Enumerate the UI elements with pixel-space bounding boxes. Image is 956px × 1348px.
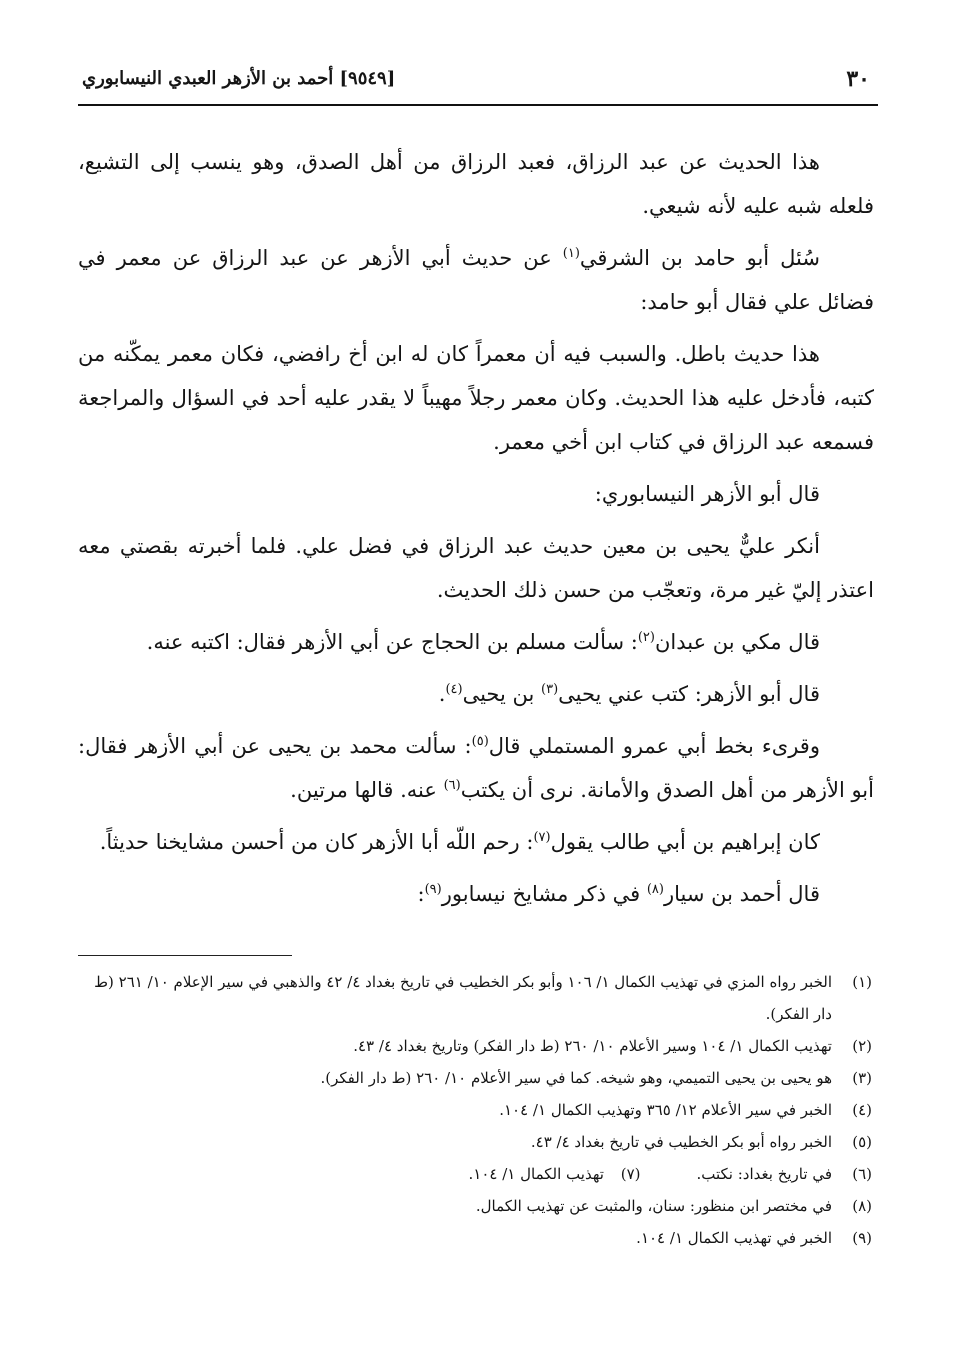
footnote-number: (٣) xyxy=(852,1069,872,1087)
footnote-text: هو يحيى بن يحيى التميمي، وهو شيخه. كما في سير الأعلام ١٠/ ٢٦٠ (ط دار الفكر). xyxy=(320,1069,832,1087)
main-text xyxy=(78,140,874,924)
footnote-ref-4[interactable]: (٤) xyxy=(445,682,463,697)
paragraph-6: قال مكي بن عبدان$^{(٢)}$: سألت مسلم بن الحجاج عن أبي الأزهر فقال: اكتبه عنه. xyxy=(146,630,820,654)
footnote-ref-9[interactable]: (٩) xyxy=(424,882,442,897)
footnote-number: (٧) xyxy=(620,1165,641,1183)
paragraph-2: سُئل أبو حامد بن الشرقي$^{(١)}$ عن حديث أبي الأزهر عن عبد الرزاق عن معمر في فضائل علي فقال أبو حامد: xyxy=(78,246,874,314)
footnote-number: (٨) xyxy=(852,1197,872,1215)
paragraph-8: وقرىء بخط أبي عمرو المستملي قال$^{(٥)}$: سألت محمد بن يحيى عن أبي الأزهر فقال: أبو الأزهر من أهل الصدق والأمانة. نرى أن يكتب$^{(٦)}$ عنه. قالها مرتين. xyxy=(78,734,874,802)
footnotes xyxy=(78,966,872,1254)
footnote-number: (٩) xyxy=(852,1229,872,1247)
paragraph-7: قال أبو الأزهر: كتب عني يحيى$^{(٣)}$ بن يحيى$^{(٤)}$. xyxy=(438,682,820,706)
footnote-text: في مختصر ابن منظور: سنان، والمثبت عن تهذيب الكمال. xyxy=(475,1197,832,1215)
footnote-ref-1[interactable]: (١) xyxy=(562,246,580,261)
footnote-number: (٦) xyxy=(852,1165,872,1183)
paragraph-5: أنكر عليٌّ يحيى بن معين حديث عبد الرزاق في فضل علي. فلما أخبرته بقصتي معه اعتذر إليّ غير مرة، وتعجّب من حسن ذلك الحديث. xyxy=(78,534,874,602)
running-title: [٩٥٤٩] أحمد بن الأزهر العبدي النيسابوري xyxy=(82,68,396,89)
footnote-number: (٤) xyxy=(852,1101,872,1119)
footnote-9 xyxy=(78,1222,872,1254)
footnote-text: الخبر رواه المزي في تهذيب الكمال ١/ ١٠٦ وأبو بكر الخطيب في تاريخ بغداد ٤/ ٤٢ والذهبي في سير الإعلام ١٠/ ٢٦١ (ط دار الفكر). xyxy=(94,973,832,1023)
paragraph-4: قال أبو الأزهر النيسابوري: xyxy=(594,482,820,506)
paragraph-10: قال أحمد بن سيار$^{(٨)}$ في ذكر مشايخ نيسابور$^{(٩)}$: xyxy=(417,882,820,906)
footnote-6-7 xyxy=(78,1158,872,1190)
footnote-number: (١) xyxy=(852,973,872,991)
footnote-text: في تاريخ بغداد: نكتب. xyxy=(696,1165,832,1183)
paragraph-9: كان إبراهيم بن أبي طالب يقول$^{(٧)}$: رحم اللّه أبا الأزهر كان من أحسن مشايخنا حديثاً. xyxy=(99,830,820,854)
footnote-divider xyxy=(78,955,292,956)
footnote-ref-3[interactable]: (٣) xyxy=(541,682,559,697)
footnote-ref-6[interactable]: (٦) xyxy=(443,778,461,793)
footnote-text: الخبر في سير الأعلام ١٢/ ٣٦٥ وتهذيب الكمال ١/ ١٠٤. xyxy=(499,1101,832,1119)
footnote-text: تهذيب الكمال ١/ ١٠٤. xyxy=(468,1165,604,1183)
footnote-3 xyxy=(78,1062,872,1094)
running-header xyxy=(78,60,878,106)
paragraph-3: هذا حديث باطل. والسبب فيه أن معمراً كان له ابن أخ رافضي، فكان معمر يمكّنه من كتبه، فأدخل عليه هذا الحديث. وكان معمر رجلاً مهيباً لا يقدر عليه أحد في السؤال والمراجعة فسمعه عبد الرزاق في كتاب ابن أخي معمر. xyxy=(78,342,874,454)
footnote-text: تهذيب الكمال ١/ ١٠٤ وسير الأعلام ١٠/ ٢٦٠ (ط دار الفكر) وتاريخ بغداد ٤/ ٤٣. xyxy=(353,1037,832,1055)
footnote-text: الخبر في تهذيب الكمال ١/ ١٠٤. xyxy=(636,1229,832,1247)
paragraph-1: هذا الحديث عن عبد الرزاق، فعبد الرزاق من أهل الصدق، وهو ينسب إلى التشيع، فلعله شبه عليه لأنه شيعي. xyxy=(78,150,874,218)
footnote-2 xyxy=(78,1030,872,1062)
footnote-ref-5[interactable]: (٥) xyxy=(471,734,489,749)
footnote-5 xyxy=(78,1126,872,1158)
footnote-4 xyxy=(78,1094,872,1126)
footnote-text: الخبر رواه أبو بكر الخطيب في تاريخ بغداد ٤/ ٤٣. xyxy=(530,1133,832,1151)
page-number: ٣٠ xyxy=(846,66,870,92)
footnote-ref-8[interactable]: (٨) xyxy=(646,882,664,897)
footnote-number: (٥) xyxy=(852,1133,872,1151)
footnote-ref-7[interactable]: (٧) xyxy=(533,830,551,845)
footnote-1 xyxy=(78,966,872,1030)
footnote-8 xyxy=(78,1190,872,1222)
footnote-number: (٢) xyxy=(852,1037,872,1055)
footnote-ref-2[interactable]: (٢) xyxy=(637,630,655,645)
